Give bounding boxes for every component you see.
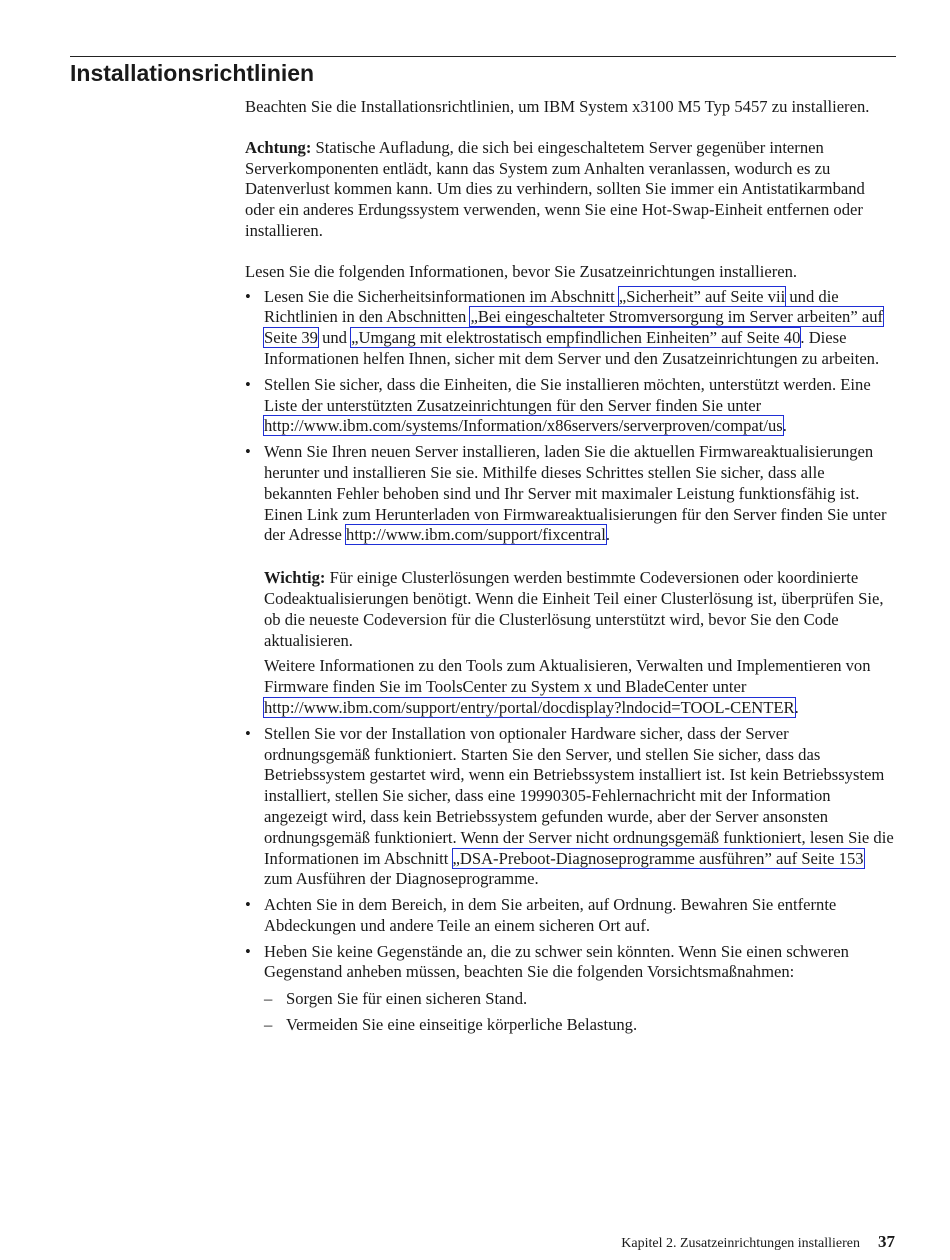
item-text: und die Richtlinien in den Abschnitten bbox=[264, 286, 839, 327]
section-title: Installationsrichtlinien bbox=[70, 60, 315, 86]
power-on-server-link[interactable]: „Bei eingeschalteter Stromversorgung im Server arbeiten” auf Seite 39 bbox=[264, 307, 884, 348]
list-item bbox=[245, 442, 895, 719]
intro-paragraph: Beachten Sie die Installationsrichtlinien, um IBM System x3100 M5 Typ 5457 zu installieren. bbox=[245, 97, 870, 116]
list-item bbox=[245, 942, 895, 1036]
sub-item-text: Sorgen Sie für einen sicheren Stand. bbox=[286, 989, 528, 1009]
sub-list-item bbox=[264, 989, 895, 1010]
bullet-icon: • bbox=[245, 374, 251, 394]
item-text: . Diese Informationen helfen Ihnen, sicher mit dem Server und den Zusatzeinrichtungen zu arbeiten. bbox=[264, 328, 880, 368]
bullet-icon: • bbox=[245, 941, 251, 961]
footer-chapter: Kapitel 2. Zusatzeinrichtungen installieren bbox=[621, 1236, 860, 1251]
list-item bbox=[245, 895, 895, 937]
caution-paragraph bbox=[245, 138, 895, 242]
toolscenter-paragraph bbox=[264, 656, 895, 718]
header-rule bbox=[70, 56, 896, 57]
important-label: Wichtig: bbox=[264, 568, 326, 588]
precaution-list bbox=[264, 989, 895, 1036]
bullet-icon: • bbox=[245, 442, 251, 462]
item-text: Wenn Sie Ihren neuen Server installieren, laden Sie die aktuellen Firmwareaktualisierungen herunter und installieren Sie sie. Mithilfe dieses Schrittes stellen Sie sicher, dass alle bekannten Fehler behoben sind und Ihr Server mit maximaler Leistung funktionsfähig ist. Einen Link zum Herunterladen von Firmwareaktualisierungen für den Server finden Sie unter der Adresse bbox=[264, 442, 887, 545]
sub-item-text: Vermeiden Sie eine einseitige körperliche Belastung. bbox=[286, 1015, 638, 1035]
serverproven-link[interactable]: http://www.ibm.com/systems/Information/x86servers/serverproven/compat/us bbox=[264, 416, 783, 436]
list-item bbox=[245, 287, 895, 370]
item-text: . bbox=[782, 416, 787, 436]
dash-icon: – bbox=[264, 1015, 273, 1035]
page-number: 37 bbox=[878, 1232, 895, 1251]
document-body bbox=[245, 97, 895, 1041]
list-item bbox=[245, 375, 895, 437]
guideline-list bbox=[245, 287, 895, 1036]
item-text: und bbox=[317, 328, 352, 348]
caution-text: Statische Aufladung, die sich bei eingeschaltetem Server gegenüber internen Serverkomponenten entlädt, kann das System zum Anhalten veranlassen, wodurch es zu Datenverlust kommen kann. Um dies zu verhindern, sollten Sie immer ein Antistatikarmband oder ein anderes Erdungssystem verwenden, wenn Sie eine Hot-Swap-Einheit entfernen oder installieren. bbox=[245, 137, 865, 240]
dash-icon: – bbox=[264, 989, 273, 1009]
important-text: Für einige Clusterlösungen werden bestimmte Codeversionen oder koordinierte Codeaktualisierungen benötigt. Wenn die Einheit Teil einer Clusterlösung ist, überprüfen Sie, ob die neueste Codeversion für die Clusterlösung unterstützt wird, bevor Sie den Code aktualisieren. bbox=[264, 568, 884, 650]
bullet-icon: • bbox=[245, 895, 251, 915]
important-note bbox=[264, 568, 895, 651]
item-text: Stellen Sie sicher, dass die Einheiten, die Sie installieren möchten, unterstützt werden. Eine Liste der unterstützten Zusatzeinrichtungen für den Server finden Sie unter bbox=[264, 374, 871, 415]
lead-paragraph: Lesen Sie die folgenden Informationen, bevor Sie Zusatzeinrichtungen installieren. bbox=[245, 261, 798, 281]
bullet-icon: • bbox=[245, 723, 251, 743]
item-text: zum Ausführen der Diagnoseprogramme. bbox=[264, 869, 539, 889]
item-text: Achten Sie in dem Bereich, in dem Sie arbeiten, auf Ordnung. Bewahren Sie entfernte Abdeckungen und andere Teile an einem sicheren Ort auf. bbox=[264, 895, 837, 935]
fixcentral-link[interactable]: http://www.ibm.com/support/fixcentral bbox=[346, 525, 606, 545]
safety-link[interactable]: „Sicherheit” auf Seite vii bbox=[618, 286, 786, 306]
toolscenter-link[interactable]: http://www.ibm.com/support/entry/portal/docdisplay?lndocid=TOOL-CENTER bbox=[264, 697, 795, 717]
item-text: Lesen Sie die Sicherheitsinformationen im Abschnitt bbox=[264, 286, 619, 306]
dsa-preboot-link[interactable]: „DSA-Preboot-Diagnoseprogramme ausführen” auf Seite 153 bbox=[452, 848, 864, 868]
item-text: Stellen Sie vor der Installation von optionaler Hardware sicher, dass der Server ordnungsgemäß funktioniert. Starten Sie den Server, und stellen Sie sicher, dass das Betriebssystem gestartet wird, wenn ein Betriebssystem installiert ist. Ist kein Betriebssystem installiert, stellen Sie sicher, dass eine 19990305-Fehlernachricht mit der Information angezeigt wird, dass kein Betriebssystem gefunden wurde, aber der Server ansonsten ordnungsgemäß funktioniert. Wenn der Server nicht ordnungsgemäß funktioniert, lesen Sie die Informationen im Abschnitt bbox=[264, 723, 894, 868]
item-text: Weitere Informationen zu den Tools zum Aktualisieren, Verwalten und Implementieren von Firmware finden Sie im ToolsCenter zu System x und BladeCenter unter bbox=[264, 656, 871, 697]
item-text: . bbox=[605, 525, 610, 545]
page-footer bbox=[621, 1232, 895, 1252]
caution-label: Achtung: bbox=[245, 137, 312, 157]
item-text: Heben Sie keine Gegenstände an, die zu schwer sein könnten. Wenn Sie einen schweren Gegenstand anheben müssen, beachten Sie die folgenden Vorsichtsmaßnahmen: bbox=[264, 941, 849, 982]
static-sensitive-devices-link[interactable]: „Umgang mit elektrostatisch empfindlichen Einheiten” auf Seite 40 bbox=[351, 328, 801, 348]
bullet-icon: • bbox=[245, 286, 251, 306]
sub-list-item bbox=[264, 1015, 895, 1036]
list-item bbox=[245, 724, 895, 890]
item-text: . bbox=[794, 697, 799, 717]
